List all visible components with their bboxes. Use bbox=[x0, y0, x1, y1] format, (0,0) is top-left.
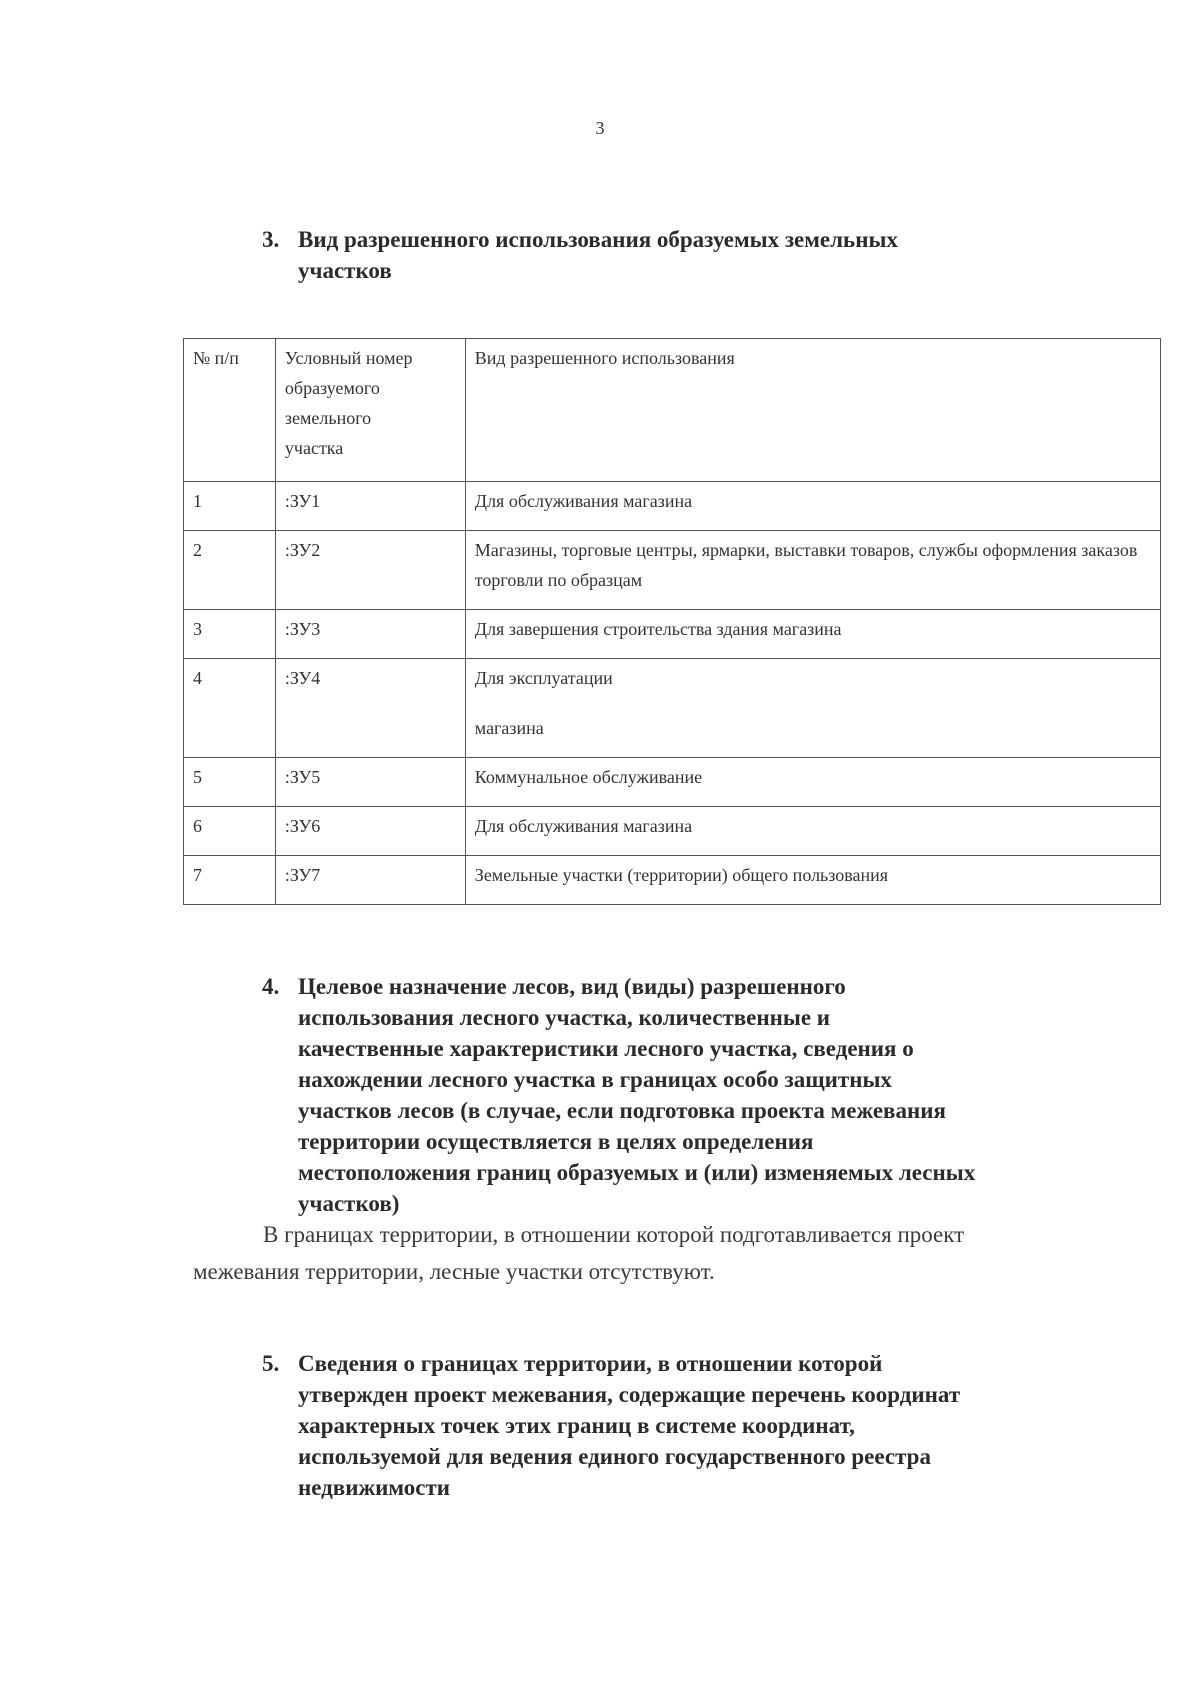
section-4-heading-line: использования лесного участка, количественные и bbox=[298, 1005, 831, 1030]
table-header-cell-number: № п/п bbox=[184, 339, 276, 482]
header-code-line: Условный номер bbox=[284, 348, 413, 368]
table-row bbox=[184, 807, 1161, 856]
section-3-heading-line: участков bbox=[298, 258, 392, 283]
row-usage-cell: Для обслуживания магазина bbox=[465, 482, 1160, 531]
table-row bbox=[184, 659, 1161, 758]
header-code-line: образуемого bbox=[284, 378, 380, 398]
row-usage-cell: Коммунальное обслуживание bbox=[465, 758, 1160, 807]
paragraph-line: межевания территории, лесные участки отсутствуют. bbox=[193, 1259, 715, 1284]
header-code-line: участка bbox=[284, 438, 344, 458]
section-4-heading-line: местоположения границ образуемых и (или) изменяемых лесных bbox=[298, 1160, 976, 1185]
section-5-title-text: Сведения о границах территории, в отношении которой bbox=[298, 1351, 883, 1376]
section-4-heading-line: участков лесов (в случае, если подготовка проекта межевания bbox=[298, 1098, 946, 1123]
paragraph-line: В границах территории, в отношении которой подготавливается проект bbox=[263, 1222, 965, 1247]
section-4-number: 4. bbox=[262, 974, 280, 999]
row-number-cell: 2 bbox=[184, 531, 276, 610]
cell-gap bbox=[475, 693, 1151, 713]
section-3-title-text: Вид разрешенного использования образуемых земельных bbox=[298, 227, 898, 252]
row-code-cell: :ЗУ7 bbox=[275, 856, 465, 905]
table-row bbox=[184, 482, 1161, 531]
row-code-cell: :ЗУ5 bbox=[275, 758, 465, 807]
row-usage-cell: Для завершения строительства здания магазина bbox=[465, 610, 1160, 659]
row-code-cell: :ЗУ1 bbox=[275, 482, 465, 531]
table-row bbox=[184, 856, 1161, 905]
section-3-heading-line bbox=[262, 224, 1122, 255]
section-4-heading-line: территории осуществляется в целях определения bbox=[298, 1129, 814, 1154]
section-4-title-text: Целевое назначение лесов, вид (виды) разрешенного bbox=[298, 974, 846, 999]
section-3-heading bbox=[262, 224, 1122, 286]
table-row bbox=[184, 531, 1161, 610]
page-number: 3 bbox=[595, 118, 605, 138]
header-code-line: земельного bbox=[284, 408, 372, 428]
section-5-heading-line: недвижимости bbox=[298, 1475, 451, 1500]
section-5-heading-line bbox=[262, 1348, 1122, 1379]
row-code-cell: :ЗУ4 bbox=[275, 659, 465, 758]
usage-line: магазина bbox=[474, 718, 544, 738]
row-code-cell: :ЗУ6 bbox=[275, 807, 465, 856]
table-header-row bbox=[184, 339, 1161, 482]
section-4-paragraph bbox=[193, 1216, 1093, 1290]
row-code-cell: :ЗУ2 bbox=[275, 531, 465, 610]
section-3-number: 3. bbox=[262, 227, 280, 252]
row-number-cell: 4 bbox=[184, 659, 276, 758]
section-4-heading-line: нахождении лесного участка в границах особо защитных bbox=[298, 1067, 892, 1092]
section-5-heading-line: утвержден проект межевания, содержащие перечень координат bbox=[298, 1382, 961, 1407]
section-5-number: 5. bbox=[262, 1351, 280, 1376]
table-header-cell-code bbox=[275, 339, 465, 482]
row-usage-cell: Магазины, торговые центры, ярмарки, выставки товаров, службы оформления заказов торговли по образцам bbox=[465, 531, 1160, 610]
row-number-cell: 3 bbox=[184, 610, 276, 659]
row-usage-cell bbox=[465, 659, 1160, 758]
table-row bbox=[184, 610, 1161, 659]
section-4-heading-line bbox=[262, 971, 1122, 1002]
section-4-heading bbox=[262, 971, 1122, 1219]
section-4-heading-line: участков) bbox=[298, 1191, 400, 1216]
section-4-heading-line: качественные характеристики лесного участка, сведения о bbox=[298, 1036, 914, 1061]
table-header-cell-usage: Вид разрешенного использования bbox=[465, 339, 1160, 482]
row-code-cell: :ЗУ3 bbox=[275, 610, 465, 659]
land-use-table bbox=[183, 338, 1161, 905]
usage-line: Для эксплуатации bbox=[474, 668, 613, 688]
row-number-cell: 6 bbox=[184, 807, 276, 856]
row-number-cell: 7 bbox=[184, 856, 276, 905]
row-number-cell: 5 bbox=[184, 758, 276, 807]
row-usage-cell: Земельные участки (территории) общего пользования bbox=[465, 856, 1160, 905]
section-5-heading-line: характерных точек этих границ в системе координат, bbox=[298, 1413, 855, 1438]
section-5-heading-line: используемой для ведения единого государственного реестра bbox=[298, 1444, 931, 1469]
section-5-heading bbox=[262, 1348, 1122, 1503]
table-row bbox=[184, 758, 1161, 807]
row-number-cell: 1 bbox=[184, 482, 276, 531]
row-usage-cell: Для обслуживания магазина bbox=[465, 807, 1160, 856]
